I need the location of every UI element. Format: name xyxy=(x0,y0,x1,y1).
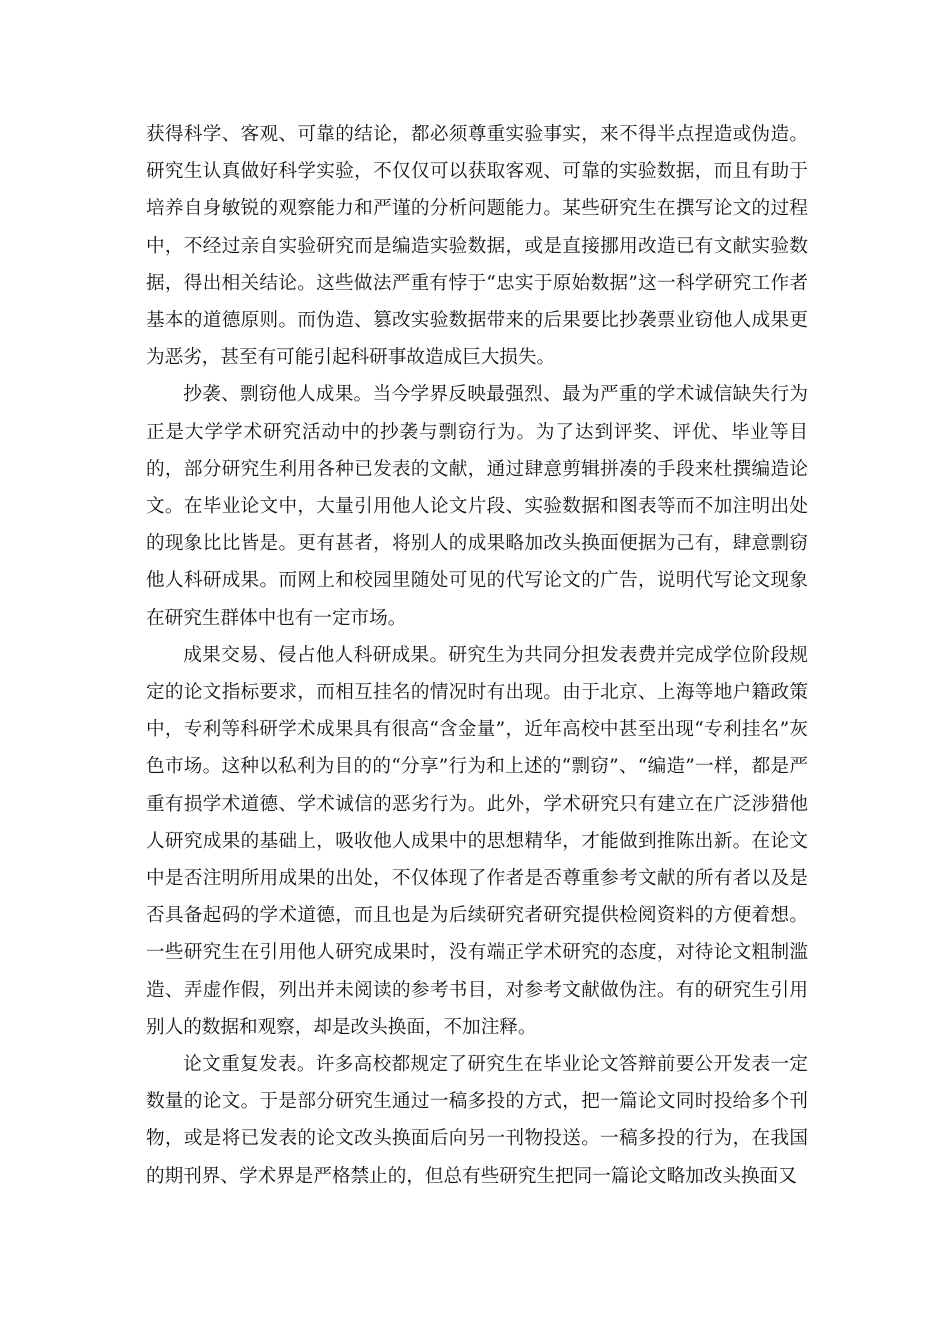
document-page xyxy=(146,116,808,1195)
paragraph-achievement-trading: 成果交易、侵占他人科研成果。研究生为共同分担发表费并完成学位阶段规定的论文指标要求，而相互挂名的情况时有出现。由于北京、上海等地户籍政策中，专利等科研学术成果具有很高“含金量”，近年高校中甚至出现“专利挂名”灰色市场。这种以私利为目的的“分享”行为和上述的“剽窃”、“编造”一样，都是严重有损学术道德、学术诚信的恶劣行为。此外，学术研究只有建立在广泛涉猎他人研究成果的基础上，吸收他人成果中的思想精华，才能做到推陈出新。在论文中是否注明所用成果的出处，不仅体现了作者是否尊重参考文献的所有者以及是否具备起码的学术道德，而且也是为后续研究者研究提供检阅资料的方便着想。一些研究生在引用他人研究成果时，没有端正学术研究的态度，对待论文粗制滥造、弄虚作假，列出并未阅读的参考书目，对参考文献做伪注。有的研究生引用别人的数据和观察，却是改头换面，不加注释。 xyxy=(146,644,808,1038)
paragraph-plagiarism: 抄袭、剽窃他人成果。当今学界反映最强烈、最为严重的学术诚信缺失行为正是大学学术研究活动中的抄袭与剽窃行为。为了达到评奖、评优、毕业等目的，部分研究生利用各种已发表的文献，通过肆意剪辑拼凑的手段来杜撰编造论文。在毕业论文中，大量引用他人论文片段、实验数据和图表等而不加注明出处的现象比比皆是。更有甚者，将别人的成果略加改头换面便据为己有，肆意剽窃他人科研成果。而网上和校园里随处可见的代写论文的广告，说明代写论文现象在研究生群体中也有一定市场。 xyxy=(146,384,808,629)
paragraph-data-fabrication: 获得科学、客观、可靠的结论，都必须尊重实验事实，来不得半点捏造或伪造。研究生认真做好科学实验，不仅仅可以获取客观、可靠的实验数据，而且有助于培养自身敏锐的观察能力和严谨的分析问题能力。某些研究生在撰写论文的过程中，不经过亲自实验研究而是编造实验数据，或是直接挪用改造已有文献实验数据，得出相关结论。这些做法严重有悖于“忠实于原始数据”这一科学研究工作者基本的道德原则。而伪造、篡改实验数据带来的后果要比抄袭票业窃他人成果更为恶劣，甚至有可能引起科研事故造成巨大损失。 xyxy=(146,124,808,369)
paragraph-duplicate-publication: 论文重复发表。许多高校都规定了研究生在毕业论文答辩前要公开发表一定数量的论文。于是部分研究生通过一稿多投的方式，把一篇论文同时投给多个刊物，或是将已发表的论文改头换面后向另一刊物投送。一稿多投的行为，在我国的期刊界、学术界是严格禁止的，但总有些研究生把同一篇论文略加改头换面又 xyxy=(146,1054,808,1187)
